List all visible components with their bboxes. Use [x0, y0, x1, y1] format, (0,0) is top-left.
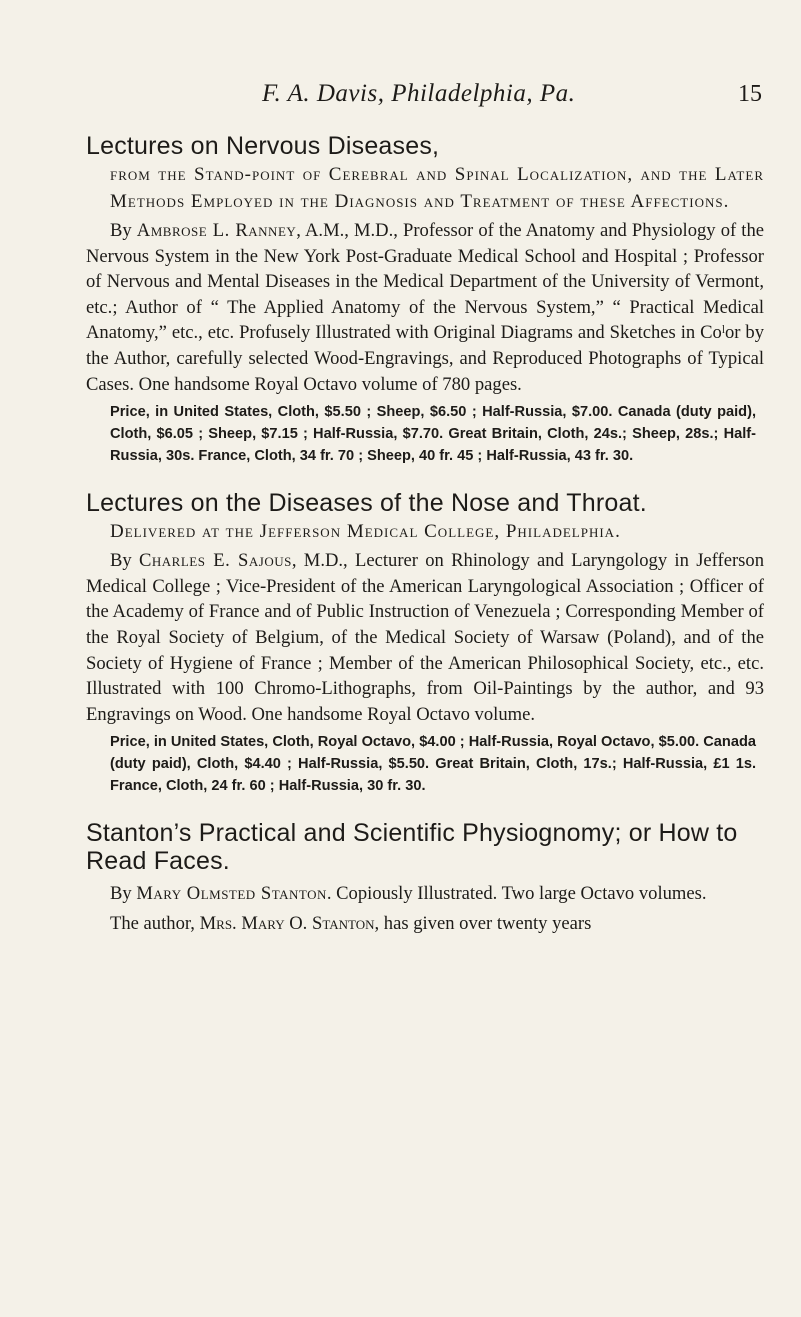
entry-author: Ambrose L. Ranney [136, 220, 297, 241]
entry-description [86, 218, 764, 397]
entry-by: By [110, 220, 132, 241]
entry-by: By [110, 883, 132, 905]
catalog-entry-nose-throat [86, 489, 764, 797]
entry-description-text: , M.D., Lecturer on Rhinology and Laryngology in Jefferson Medical College ; Vice-President of the American Laryngological Association ; Officer of the Academy of France and of Public Instruction of Venezuela ; Corresponding Member of the Royal Society of Belgium, of the Medical Society of Warsaw (Poland), and of the Society of Hygiene of France ; Member of the American Philosophical Society, etc., etc. Illustrated with 100 Chromo-Lithographs, from Oil-Paintings by the author, and 93 Engravings on Wood. One handsome Royal Octavo volume. [86, 550, 764, 725]
entry-title: Lectures on the Diseases of the Nose and Throat. [86, 489, 647, 518]
entry-description-text: , A.M., M.D., Professor of the Anatomy and Physiology of the Nervous System in the New York Post-Graduate Medical School and Hospital ; Professor of Nervous and Mental Diseases in the Medical Department of the University of Vermont, etc.; Author of “ The Applied Anatomy of the Nervous System,” “ Practical Medical Anatomy,” etc., etc. Profusely Illustrated with Original Diagrams and Sketches in Coˡor by the Author, carefully selected Wood-Engravings, and Reproduced Photographs of Typical Cases. One handsome Royal Octavo volume of 780 pages. [86, 220, 764, 395]
entry-author: Charles E. Sajous [139, 550, 292, 572]
catalog-entry-nervous-diseases [86, 132, 764, 467]
catalog-entry-physiognomy [86, 819, 764, 936]
catalog-entries [86, 132, 764, 959]
entry-price: Price, in United States, Cloth, Royal Octavo, $4.00 ; Half-Russia, Royal Octavo, $5.00. Canada (duty paid), Cloth, $4.40 ; Half-Russia, $5.50. Great Britain, Cloth, 17s.; Half-Russia, £1 1s. France, Cloth, 24 fr. 60 ; Half-Russia, 30 fr. 30. [110, 734, 756, 795]
entry-continuation-lead: The author, [110, 912, 200, 934]
entry-continuation [86, 911, 764, 937]
entry-description [86, 548, 764, 727]
entry-title: Lectures on Nervous Diseases, [86, 132, 440, 160]
entry-description [86, 881, 764, 907]
entry-by: By [110, 550, 132, 572]
entry-subtitle: from the Stand-point of Cerebral and Spinal Localization, and the Later Methods Employed in the Diagnosis and Treatment of these Affections. [110, 164, 764, 212]
entry-continuation-name: Mrs. Mary O. Stanton [199, 912, 375, 934]
entry-author: Mary Olmsted Stanton [136, 883, 327, 905]
entry-continuation-rest: , has given over twenty years [374, 912, 592, 934]
page-number: 15 [738, 81, 762, 107]
running-header [262, 80, 762, 108]
entry-subtitle: Delivered at the Jefferson Medical College, Philadelphia. [110, 521, 621, 543]
entry-price: Price, in United States, Cloth, $5.50 ; Sheep, $6.50 ; Half-Russia, $7.00. Canada (duty paid), Cloth, $6.05 ; Sheep, $7.15 ; Half-Russia, $7.70. Great Britain, Cloth, 24s.; Sheep, 28s.; Half-Russia, 30s. France, Cloth, 34 fr. 70 ; Sheep, 40 fr. 45 ; Half-Russia, 43 fr. 30. [110, 404, 756, 465]
entry-title: Stanton’s Practical and Scientific Physiognomy; or How to Read Faces. [86, 819, 738, 876]
entry-description-text: . Copiously Illustrated. Two large Octavo volumes. [326, 883, 707, 905]
running-title: F. A. Davis, Philadelphia, Pa. [262, 80, 576, 107]
